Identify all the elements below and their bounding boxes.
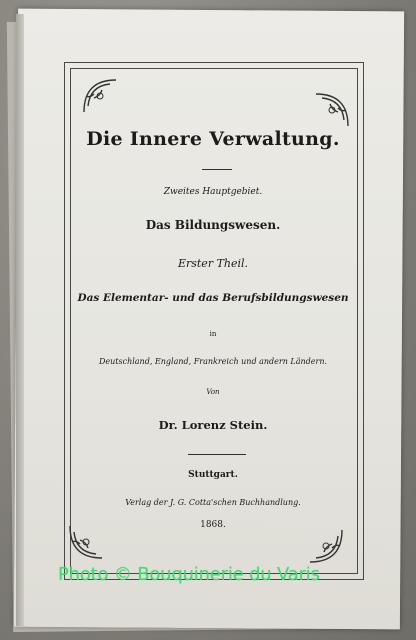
photo-watermark: Photo © Bouquinerie du Varis	[58, 564, 320, 585]
author-name: Dr. Lorenz Stein.	[158, 418, 268, 432]
ornament-corner-icon	[312, 90, 352, 130]
ornament-corner-icon	[306, 526, 346, 566]
preposition-text: in	[209, 330, 217, 338]
publication-year: 1868.	[200, 520, 226, 530]
volume-label: Erster Theil.	[177, 257, 249, 270]
book-subtitle: Das Elementar- und das Berufsbildungswesen	[77, 292, 349, 304]
divider-rule	[188, 454, 246, 455]
publisher-city: Stuttgart.	[188, 470, 238, 480]
book-title: Die Innere Verwaltung.	[86, 128, 340, 150]
part-name: Das Bildungswesen.	[145, 218, 281, 232]
ornament-corner-icon	[80, 76, 120, 116]
book-spine-edge	[16, 14, 24, 626]
countries-text: Deutschland, England, Frankreich und andern Ländern.	[98, 357, 328, 366]
part-number: Zweites Hauptgebiet.	[163, 187, 263, 197]
by-text: Von	[206, 388, 220, 396]
divider-rule	[202, 169, 232, 170]
publisher-name: Verlag der J. G. Cotta'schen Buchhandlung.	[125, 498, 301, 507]
